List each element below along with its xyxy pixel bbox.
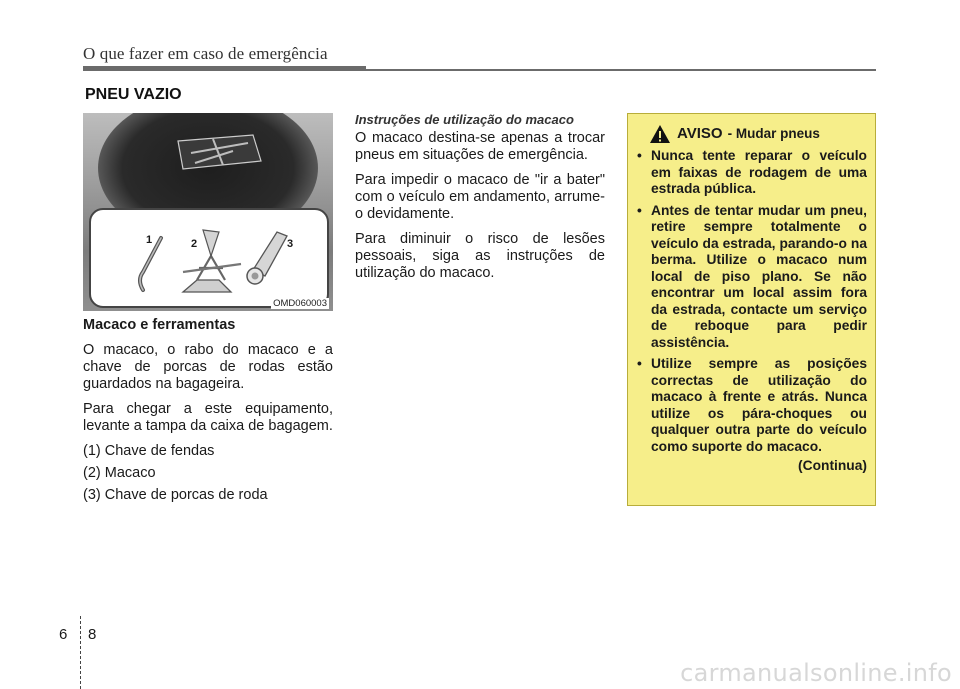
jack-tray-sketch (83, 113, 333, 213)
middle-column (355, 111, 605, 290)
tools-illustration (91, 210, 327, 306)
warning-continued: (Continua) (798, 458, 867, 473)
warning-header (637, 124, 867, 144)
warning-bullet-text: Nunca tente reparar o veículo em faixas de rodagem de uma estrada pública. (651, 148, 867, 196)
page-header-title: O que fazer em caso de emergência (83, 44, 328, 63)
warning-triangle-icon (649, 124, 671, 144)
tools-paragraph-2: Para chegar a este equipamento, levante a tampa da caixa de bagagem. (83, 401, 333, 434)
tool-item-3: (3) Chave de porcas de roda (83, 487, 268, 503)
page-number: 8 (88, 626, 97, 643)
warning-bullet-1 (637, 148, 867, 198)
warning-subtitle: - Mudar pneus (727, 125, 820, 141)
warning-box (627, 113, 876, 506)
callout-3: 3 (287, 238, 294, 250)
tool-figure (83, 113, 333, 311)
warning-bullet-text: Antes de tentar mudar um pneu, retire sempre totalmente o veículo da estrada, parando-o na berma. Utilize o macaco num local de piso plano. Se não encontrar um local assim fora da estrada, contacte um serviço de reboque para pedir assistência. (651, 202, 867, 350)
section-title: PNEU VAZIO (85, 86, 182, 103)
page-chapter-number: 6 (59, 626, 68, 643)
bullet-mark: • (637, 356, 642, 371)
jack-instructions-subhead: Instruções de utilização do macaco (355, 112, 574, 127)
tools-subhead: Macaco e ferramentas (83, 317, 236, 333)
warning-bullet-2 (637, 203, 867, 352)
warning-title: AVISO (677, 124, 723, 142)
callout-2: 2 (191, 238, 198, 250)
tools-paragraph-1: O macaco, o rabo do macaco e a chave de porcas de rodas estão guardados na bagageira. (83, 342, 333, 392)
header-rule-thin (366, 69, 876, 71)
jack-paragraph-1: O macaco destina-se apenas a trocar pneus em situações de emergência. (355, 130, 605, 163)
bullet-mark: • (637, 148, 642, 163)
watermark: carmanualsonline.info (680, 659, 952, 687)
figure-code: OMD060003 (273, 298, 327, 309)
jack-paragraph-3: Para diminuir o risco de lesões pessoais, siga as instruções de utilização do macaco. (355, 231, 605, 281)
tool-item-2: (2) Macaco (83, 465, 156, 481)
bullet-mark: • (637, 202, 642, 218)
jack-paragraph-2: Para impedir o macaco de "ir a bater" com o veículo em andamento, arrume-o devidamente. (355, 172, 605, 222)
header-rule-thick (83, 66, 366, 71)
page-divider-dashed (80, 616, 81, 689)
warning-bullet-text: Utilize sempre as posições correctas de utilização do macaco à frente e atrás. Nunca utilize os pára-choques ou qualquer outra parte do veículo como suporte do macaco. (651, 356, 867, 454)
callout-1: 1 (146, 234, 153, 246)
warning-bullet-3 (637, 356, 867, 455)
tools-inset (89, 208, 329, 308)
tool-item-1: (1) Chave de fendas (83, 443, 215, 459)
left-column (83, 317, 333, 509)
